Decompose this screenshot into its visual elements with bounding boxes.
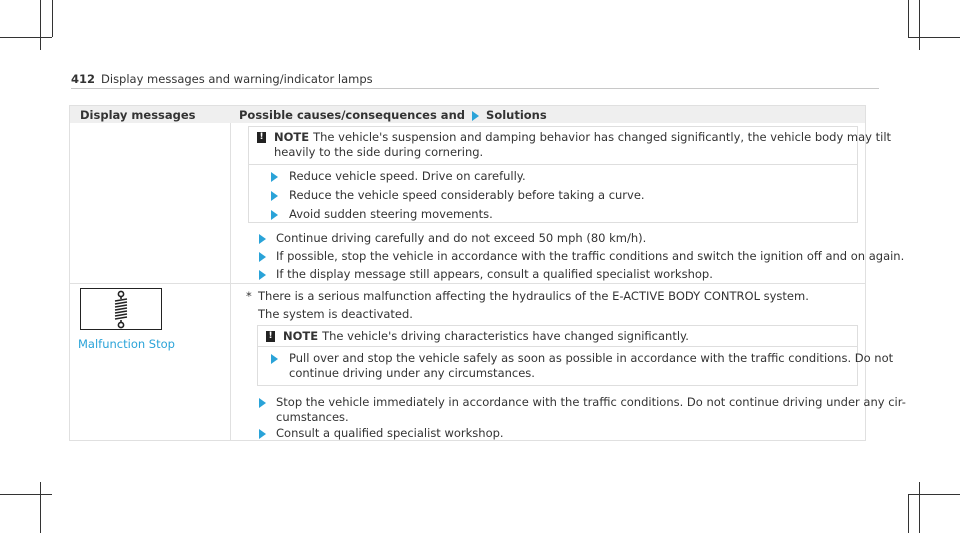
- warning-icon: !: [266, 331, 275, 342]
- crop-mark: [40, 0, 41, 50]
- note-box: [248, 126, 892, 166]
- list-item: Stop the vehicle immediately in accordance with the traffic conditions. Do not continue driving under any cir-: [276, 395, 906, 409]
- col-header-messages: Display messages: [80, 108, 196, 122]
- display-message-label: Malfunction Stop: [78, 337, 175, 351]
- crop-mark: [919, 482, 920, 533]
- list-item: If possible, stop the vehicle in accordance with the traffic conditions and switch the ignition off and on again.: [276, 249, 905, 263]
- col-header-causes: Possible causes/consequences and Solutions: [239, 108, 547, 122]
- list-item: Reduce vehicle speed. Drive on carefully.: [289, 169, 526, 183]
- messages-table: [69, 105, 906, 441]
- page-title: Display messages and warning/indicator lamps: [101, 72, 373, 86]
- crop-mark: [0, 37, 52, 38]
- table-header: [70, 106, 865, 123]
- crop-mark: [0, 494, 52, 495]
- list-item: Reduce the vehicle speed considerably before taking a curve.: [289, 188, 645, 202]
- list-item: continue driving under any circumstances.: [289, 366, 535, 380]
- note-text: heavily to the side during cornering.: [274, 145, 484, 159]
- note-label: NOTE: [283, 329, 319, 343]
- header-rule: [71, 88, 879, 89]
- crop-mark: [908, 37, 960, 38]
- steps-box: [257, 346, 894, 386]
- arrow-icon: [271, 210, 278, 220]
- crop-mark: [908, 494, 909, 533]
- suspension-spring-icon: [80, 288, 162, 330]
- arrow-icon: [271, 172, 278, 182]
- list-item: Continue driving carefully and do not exceed 50 mph (80 km/h).: [276, 231, 647, 245]
- warning-icon: !: [257, 132, 266, 143]
- list-item: Avoid sudden steering movements.: [289, 207, 493, 221]
- list-item: Pull over and stop the vehicle safely as soon as possible in accordance with the traffic conditions. Do not: [289, 351, 894, 365]
- crop-mark: [908, 0, 909, 37]
- arrow-icon: [259, 234, 266, 244]
- arrow-icon: [472, 111, 479, 121]
- row-divider: [70, 283, 865, 284]
- cause-text: The system is deactivated.: [258, 307, 413, 321]
- note-text: The vehicle's driving characteristics have changed significantly.: [322, 329, 689, 343]
- list-item: If the display message still appears, consult a qualified specialist workshop.: [276, 267, 713, 281]
- steps-box: [248, 164, 858, 223]
- cause-text: There is a serious malfunction affecting the hydraulics of the E-ACTIVE BODY CONTROL system.: [258, 289, 809, 303]
- crop-mark: [919, 0, 920, 50]
- list-item: Consult a qualified specialist workshop.: [276, 426, 504, 440]
- note-text: The vehicle's suspension and damping behavior has changed significantly, the vehicle body may tilt: [313, 130, 892, 144]
- crop-mark: [40, 482, 41, 533]
- arrow-icon: [271, 191, 278, 201]
- page-header: [71, 72, 373, 86]
- footnote-star: *: [246, 289, 252, 303]
- note-label: NOTE: [274, 130, 310, 144]
- arrow-icon: [259, 429, 266, 439]
- column-divider: [230, 123, 231, 440]
- arrow-icon: [259, 270, 266, 280]
- crop-mark: [52, 0, 53, 37]
- arrow-icon: [259, 252, 266, 262]
- page-number: 412: [71, 72, 96, 86]
- arrow-icon: [271, 354, 278, 364]
- list-item: cumstances.: [276, 410, 349, 424]
- note-box: [257, 325, 858, 348]
- arrow-icon: [259, 398, 266, 408]
- crop-mark: [908, 494, 960, 495]
